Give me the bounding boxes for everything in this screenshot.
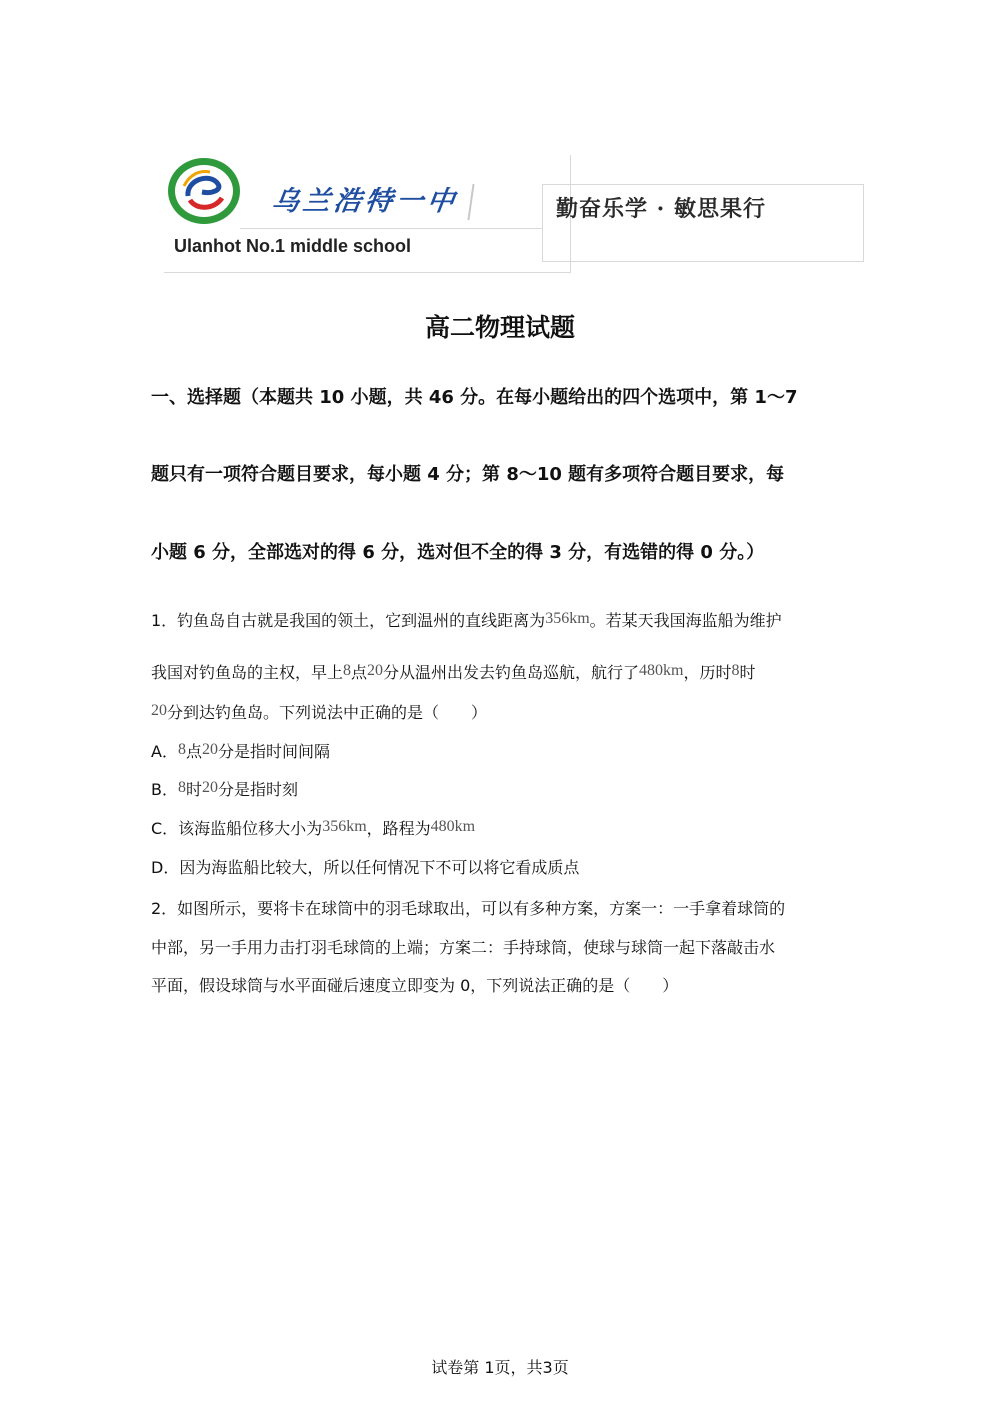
q2-stem-line: 2．如图所示，要将卡在球筒中的羽毛球取出，可以有多种方案，方案一：一手拿着球筒的	[151, 899, 786, 918]
text: 时	[185, 780, 202, 799]
math: 480km	[430, 818, 476, 835]
q1-stem-line-1	[151, 610, 782, 633]
q2-stem-line: 平面，假设球筒与水平面碰后速度立即变为 0，下列说法正确的是（ ）	[151, 976, 679, 995]
math: 20	[201, 741, 218, 758]
text: 分从温州出发去钓鱼岛巡航，航行了	[383, 663, 640, 682]
page-footer: 试卷第 1页，共3页	[431, 1358, 569, 1377]
math: 20	[202, 779, 218, 796]
text: 分是指时间间隔	[217, 742, 330, 761]
math: 8	[731, 662, 740, 679]
q1-stem-line-2	[151, 662, 756, 685]
text: C．该海监船位移大小为	[151, 819, 323, 838]
text: ，路程为	[366, 819, 431, 838]
text: 时	[739, 663, 756, 682]
math: 8	[343, 662, 352, 679]
text: 1．钓鱼岛自古就是我国的领土，它到温州的直线距离为	[151, 611, 546, 630]
school-logo	[166, 156, 242, 226]
math: 356km	[322, 818, 367, 835]
page-title: 高二物理试题	[424, 313, 575, 342]
math: 356km	[545, 610, 590, 627]
text: 点	[185, 742, 202, 761]
text: A．	[151, 742, 178, 761]
section-instruction-line: 题只有一项符合题目要求，每小题 4 分；第 8～10 题有多项符合题目要求，每	[151, 464, 785, 485]
math: 20	[367, 662, 384, 679]
text: 我国对钓鱼岛的主权，早上	[151, 663, 344, 682]
text: B．	[151, 780, 178, 799]
q1-option-a	[151, 741, 330, 764]
text: ，历时	[683, 663, 732, 682]
math: 20	[151, 702, 167, 719]
text: 点	[351, 663, 368, 682]
school-motto: 勤奋乐学 · 敏思果行	[556, 196, 766, 222]
section-instruction-line: 小题 6 分，全部选对的得 6 分，选对但不全的得 3 分，有选错的得 0 分。）	[151, 542, 765, 563]
q1-stem-line-3	[151, 702, 487, 725]
q1-option-b	[151, 779, 298, 802]
school-name-en: Ulanhot No.1 middle school	[174, 236, 412, 256]
math: 8	[177, 779, 186, 796]
text: 。若某天我国海监船为维护	[589, 611, 782, 630]
header-divider	[240, 228, 542, 229]
section-instruction-line: 一、选择题（本题共 10 小题，共 46 分。在每小题给出的四个选项中，第 1～7	[151, 387, 798, 408]
text: 分是指时刻	[218, 780, 299, 799]
q2-stem-line: 中部，另一手用力击打羽毛球筒的上端；方案二：手持球筒，使球与球筒一起下落敲击水	[151, 938, 776, 957]
q1-option-d: D．因为海监船比较大，所以任何情况下不可以将它看成质点	[151, 858, 580, 877]
math: 480km	[639, 662, 684, 679]
text: 分到达钓鱼岛。下列说法中正确的是（ ）	[167, 703, 488, 722]
school-name-cn: 乌兰浩特一中	[269, 184, 474, 220]
math: 8	[177, 741, 186, 758]
q1-option-c	[151, 818, 475, 841]
